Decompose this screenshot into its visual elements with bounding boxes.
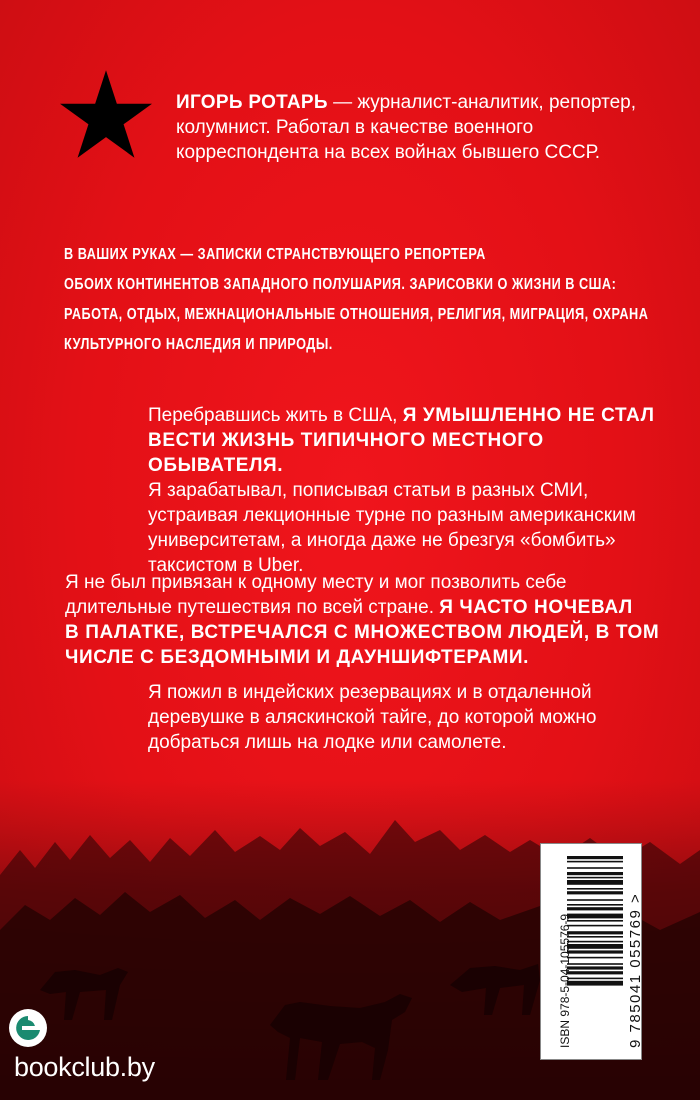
barcode-bar <box>567 941 623 943</box>
barcode-bar <box>567 888 623 890</box>
barcode-bar <box>567 877 623 879</box>
barcode-bar <box>567 963 623 965</box>
barcode-bar <box>567 907 623 910</box>
paragraph-bold-text: В ПАЛАТКЕ, ВСТРЕЧАЛСЯ С МНОЖЕСТВОМ ЛЮДЕЙ, В ТОМ <box>65 622 660 643</box>
barcode-bars <box>541 844 641 1059</box>
author-name: ИГОРЬ РОТАРЬ <box>176 92 328 113</box>
barcode-bar <box>567 856 623 859</box>
star-icon <box>60 70 152 158</box>
barcode-bar <box>567 978 623 980</box>
barcode-bar <box>567 957 623 959</box>
paragraph-text: Перебравшись жить в США, <box>148 405 403 426</box>
barcode-bar <box>567 966 623 969</box>
paragraph-text: таксистом в Uber. <box>148 555 304 576</box>
blurb-line: КУЛЬТУРНОГО НАСЛЕДИЯ И ПРИРОДЫ. <box>64 336 333 353</box>
barcode-bar <box>567 920 623 922</box>
blurb-line: РАБОТА, ОТДЫХ, МЕЖНАЦИОНАЛЬНЫЕ ОТНОШЕНИЯ, РЕЛИГИЯ, МИГРАЦИЯ, ОХРАНА <box>64 306 649 323</box>
paragraph-text: Я не был привязан к одному месту и мог позволить себе <box>65 572 567 593</box>
book-blurb <box>64 240 649 360</box>
paragraph-2 <box>65 570 665 670</box>
paragraph-bold-text: ЧИСЛЕ С БЕЗДОМНЫМИ И ДАУНШИФТЕРАМИ. <box>65 647 530 668</box>
barcode-bar <box>567 931 623 934</box>
barcode-bar <box>567 936 623 938</box>
barcode-bar <box>567 925 623 927</box>
paragraph-text: устраивая лекционные турне по разным американским <box>148 505 636 526</box>
barcode-bar <box>567 891 623 894</box>
paragraph-text: Я зарабатывал, пописывая статьи в разных СМИ, <box>148 480 589 501</box>
paragraph-1 <box>148 403 668 578</box>
paragraph-text: деревушке в аляскинской тайге, до которой можно <box>148 707 597 728</box>
barcode-bar <box>567 880 623 885</box>
author-bio-line: — журналист-аналитик, репортер, <box>327 92 637 113</box>
blurb-line: В ВАШИХ РУКАХ — ЗАПИСКИ СТРАНСТВУЮЩЕГО РЕПОРТЕРА <box>64 246 486 263</box>
barcode-bar <box>567 872 623 875</box>
barcode-bar <box>567 867 623 869</box>
barcode-bar <box>567 899 623 901</box>
barcode-bar <box>567 950 623 953</box>
barcode-bar <box>567 904 623 906</box>
isbn-number: ISBN 978-5-04-105576-9 <box>558 913 572 1048</box>
barcode-digits: 9 785041 055769 > <box>627 892 644 1048</box>
barcode-bar <box>567 944 623 949</box>
barcode-bar <box>567 914 623 919</box>
barcode-bar <box>567 861 623 863</box>
paragraph-3 <box>148 680 668 755</box>
paragraph-text: добраться лишь на лодке или самолете. <box>148 732 507 753</box>
website-label: bookclub.by <box>14 1052 155 1082</box>
barcode-bar <box>567 981 623 986</box>
barcode-bar <box>567 971 623 974</box>
eksmo-logo-icon <box>8 1008 48 1048</box>
paragraph-bold-text: Я ЧАСТО НОЧЕВАЛ <box>439 597 633 618</box>
author-bio-line: корреспондента на всех войнах бывшего СССР. <box>176 142 600 163</box>
paragraph-bold-text: ВЕСТИ ЖИЗНЬ ТИПИЧНОГО МЕСТНОГО ОБЫВАТЕЛЯ. <box>148 430 544 476</box>
blurb-line: ОБОИХ КОНТИНЕНТОВ ЗАПАДНОГО ПОЛУШАРИЯ. ЗАРИСОВКИ О ЖИЗНИ В США: <box>64 276 617 293</box>
paragraph-text: Я пожил в индейских резервациях и в отдаленной <box>148 682 592 703</box>
paragraph-text: университетам, а иногда даже не брезгуя «бомбить» <box>148 530 616 551</box>
author-bio-line: колумнист. Работал в качестве военного <box>176 117 534 138</box>
paragraph-bold-text: Я УМЫШЛЕННО НЕ СТАЛ <box>402 405 655 426</box>
author-bio <box>176 90 656 165</box>
paragraph-text: длительные путешествия по всей стране. <box>65 597 440 618</box>
